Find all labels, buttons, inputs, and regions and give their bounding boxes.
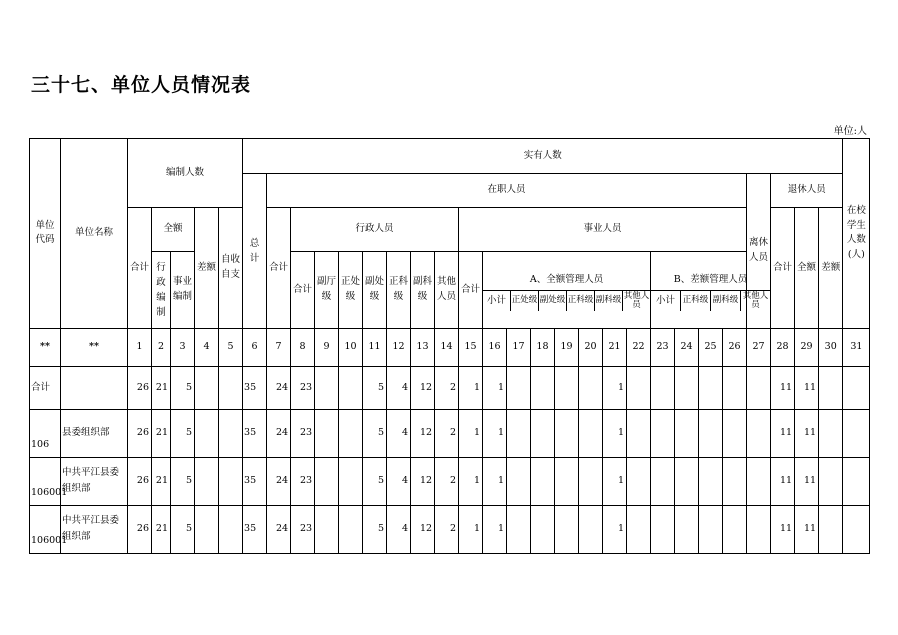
header-quane: 全额: [152, 208, 195, 252]
value-cell: [843, 409, 870, 457]
value-cell: 1: [603, 505, 627, 553]
table-row: [30, 366, 870, 409]
value-cell: 12: [411, 505, 435, 553]
index-cell: 28: [771, 328, 795, 366]
value-cell: [531, 505, 555, 553]
header-fuke: 副科级: [411, 252, 435, 329]
value-cell: 23: [291, 505, 315, 553]
value-cell: [507, 457, 531, 505]
value-cell: [651, 505, 675, 553]
table-row: [30, 409, 870, 457]
value-cell: [507, 366, 531, 409]
header-b-qita: 其他人员: [742, 290, 769, 310]
index-cell: 21: [603, 328, 627, 366]
header-b-xiaoji: 小计: [651, 291, 681, 311]
header-qita: 其他人员: [435, 252, 459, 329]
index-cell: 18: [531, 328, 555, 366]
table-body: [30, 328, 870, 553]
header-a-zhengchu: 正处级: [511, 291, 539, 311]
value-cell: 26: [128, 457, 152, 505]
value-cell: 5: [363, 366, 387, 409]
value-cell: [579, 457, 603, 505]
header-zaixiao: 在校学生人数(人): [843, 139, 870, 329]
value-cell: [651, 457, 675, 505]
value-cell: 1: [603, 457, 627, 505]
value-cell: 2: [435, 457, 459, 505]
value-cell: [675, 457, 699, 505]
value-cell: 1: [459, 366, 483, 409]
value-cell: 11: [771, 366, 795, 409]
value-cell: 5: [363, 409, 387, 457]
table-row: [30, 505, 870, 553]
unit-name-cell: [61, 366, 128, 409]
index-cell: 17: [507, 328, 531, 366]
index-cell: 30: [819, 328, 843, 366]
value-cell: 2: [435, 505, 459, 553]
index-cell: 6: [243, 328, 267, 366]
value-cell: [747, 409, 771, 457]
value-cell: [651, 366, 675, 409]
value-cell: 12: [411, 457, 435, 505]
header-zongji: 总计: [243, 174, 267, 329]
page-title: 三十七、单位人员情况表: [31, 74, 252, 96]
value-cell: [747, 457, 771, 505]
value-cell: [555, 457, 579, 505]
value-cell: 1: [483, 505, 507, 553]
value-cell: [723, 409, 747, 457]
value-cell: [531, 457, 555, 505]
index-row: [30, 328, 870, 366]
header-a-xiaoji: 小计: [483, 291, 511, 311]
index-cell: 27: [747, 328, 771, 366]
value-cell: 1: [459, 505, 483, 553]
value-cell: 1: [603, 409, 627, 457]
value-cell: [579, 409, 603, 457]
index-cell: 24: [675, 328, 699, 366]
value-cell: 35: [243, 409, 267, 457]
value-cell: [747, 366, 771, 409]
value-cell: 26: [128, 366, 152, 409]
header-zhengchu: 正处级: [339, 252, 363, 329]
value-cell: [531, 409, 555, 457]
value-cell: 4: [387, 457, 411, 505]
value-cell: [747, 505, 771, 553]
value-cell: 5: [363, 457, 387, 505]
index-cell: 23: [651, 328, 675, 366]
value-cell: [723, 457, 747, 505]
unit-code-cell: 106: [30, 409, 61, 457]
value-cell: [195, 457, 219, 505]
value-cell: [843, 457, 870, 505]
index-cell: 4: [195, 328, 219, 366]
index-cell: **: [61, 328, 128, 366]
value-cell: [675, 505, 699, 553]
value-cell: [579, 366, 603, 409]
table-header: [30, 139, 870, 329]
value-cell: 24: [267, 409, 291, 457]
index-cell: 31: [843, 328, 870, 366]
header-a-fuchu: 副处级: [539, 291, 567, 311]
value-cell: 26: [128, 409, 152, 457]
header-tx-heji: 合计: [771, 208, 795, 329]
header-tuixiu: 退休人员: [771, 174, 843, 208]
value-cell: 11: [771, 409, 795, 457]
header-sy-heji: 合计: [459, 252, 483, 329]
value-cell: [555, 505, 579, 553]
value-cell: [315, 505, 339, 553]
value-cell: [195, 505, 219, 553]
unit-name-cell: 中共平江县委组织部: [61, 457, 128, 505]
header-b-chae: B、差额管理人员: [651, 269, 770, 291]
unit-label: 单位:人: [833, 126, 867, 137]
header-shiye-renyuan: 事业人员: [459, 208, 747, 252]
value-cell: 2: [435, 366, 459, 409]
value-cell: 11: [771, 457, 795, 505]
header-a-group: [483, 252, 651, 329]
header-b-fuke: 副科级: [711, 291, 741, 311]
value-cell: [699, 505, 723, 553]
value-cell: 2: [435, 409, 459, 457]
header-shiyou: 实有人数: [243, 139, 843, 174]
value-cell: 12: [411, 409, 435, 457]
value-cell: [843, 505, 870, 553]
value-cell: 1: [603, 366, 627, 409]
header-fuchu: 副处级: [363, 252, 387, 329]
value-cell: [579, 505, 603, 553]
index-cell: **: [30, 328, 61, 366]
value-cell: 23: [291, 409, 315, 457]
index-cell: 29: [795, 328, 819, 366]
index-cell: 22: [627, 328, 651, 366]
header-xingzheng-renyuan: 行政人员: [291, 208, 459, 252]
index-cell: 7: [267, 328, 291, 366]
value-cell: 23: [291, 366, 315, 409]
header-zhengke: 正科级: [387, 252, 411, 329]
header-xingzheng-bianzhi: 行政编制: [152, 252, 171, 329]
header-tx-chae: 差额: [819, 208, 843, 329]
value-cell: 12: [411, 366, 435, 409]
value-cell: 4: [387, 505, 411, 553]
value-cell: 24: [267, 366, 291, 409]
header-a-quane: A、全额管理人员: [483, 269, 650, 291]
value-cell: [507, 409, 531, 457]
value-cell: [699, 366, 723, 409]
index-cell: 26: [723, 328, 747, 366]
value-cell: 5: [363, 505, 387, 553]
header-chae: 差额: [195, 208, 219, 329]
value-cell: [819, 409, 843, 457]
value-cell: [219, 366, 243, 409]
value-cell: 35: [243, 457, 267, 505]
header-xz-heji: 合计: [291, 252, 315, 329]
unit-name-cell: 中共平江县委组织部: [61, 505, 128, 553]
unit-code-cell: 合计: [30, 366, 61, 409]
value-cell: [819, 366, 843, 409]
unit-code-cell: 106001: [30, 457, 61, 505]
value-cell: [843, 366, 870, 409]
value-cell: [627, 366, 651, 409]
header-zishou-zizhi: 自收自支: [219, 208, 243, 329]
value-cell: [651, 409, 675, 457]
index-cell: 5: [219, 328, 243, 366]
value-cell: 5: [171, 457, 195, 505]
index-cell: 8: [291, 328, 315, 366]
value-cell: 26: [128, 505, 152, 553]
index-cell: 1: [128, 328, 152, 366]
unit-code-cell: 106001: [30, 505, 61, 553]
value-cell: 4: [387, 366, 411, 409]
header-a-fuke: 副科级: [595, 291, 623, 311]
table-row: [30, 457, 870, 505]
value-cell: 4: [387, 409, 411, 457]
unit-name-cell: 县委组织部: [61, 409, 128, 457]
header-b-zhengke: 正科级: [681, 291, 711, 311]
value-cell: [819, 505, 843, 553]
header-futing: 副厅级: [315, 252, 339, 329]
index-cell: 20: [579, 328, 603, 366]
value-cell: [531, 366, 555, 409]
value-cell: [723, 505, 747, 553]
value-cell: 11: [795, 366, 819, 409]
value-cell: 35: [243, 366, 267, 409]
value-cell: 11: [795, 505, 819, 553]
value-cell: 21: [152, 366, 171, 409]
header-zaizhi: 在职人员: [267, 174, 747, 208]
value-cell: [339, 505, 363, 553]
value-cell: [315, 457, 339, 505]
value-cell: [675, 409, 699, 457]
value-cell: 35: [243, 505, 267, 553]
index-cell: 19: [555, 328, 579, 366]
value-cell: [627, 457, 651, 505]
value-cell: [219, 409, 243, 457]
value-cell: 21: [152, 457, 171, 505]
value-cell: [339, 457, 363, 505]
value-cell: 1: [483, 366, 507, 409]
index-cell: 3: [171, 328, 195, 366]
value-cell: [315, 366, 339, 409]
index-cell: 15: [459, 328, 483, 366]
value-cell: [555, 409, 579, 457]
value-cell: 5: [171, 505, 195, 553]
value-cell: 1: [459, 409, 483, 457]
header-lixiu: 离休人员: [747, 174, 771, 329]
value-cell: [219, 505, 243, 553]
value-cell: [195, 366, 219, 409]
value-cell: [699, 409, 723, 457]
index-cell: 10: [339, 328, 363, 366]
value-cell: 5: [171, 409, 195, 457]
header-unit-code: 单位代码: [30, 139, 61, 329]
value-cell: 24: [267, 505, 291, 553]
index-cell: 13: [411, 328, 435, 366]
index-cell: 14: [435, 328, 459, 366]
value-cell: [819, 457, 843, 505]
index-cell: 12: [387, 328, 411, 366]
value-cell: [723, 366, 747, 409]
value-cell: [219, 457, 243, 505]
header-a-qita: 其他人员: [623, 290, 650, 310]
value-cell: [339, 366, 363, 409]
index-cell: 2: [152, 328, 171, 366]
value-cell: 11: [795, 409, 819, 457]
value-cell: [195, 409, 219, 457]
value-cell: [699, 457, 723, 505]
index-cell: 16: [483, 328, 507, 366]
value-cell: 11: [795, 457, 819, 505]
index-cell: 25: [699, 328, 723, 366]
index-cell: 9: [315, 328, 339, 366]
value-cell: 21: [152, 505, 171, 553]
value-cell: 21: [152, 409, 171, 457]
value-cell: 5: [171, 366, 195, 409]
index-cell: 11: [363, 328, 387, 366]
value-cell: [507, 505, 531, 553]
value-cell: 11: [771, 505, 795, 553]
header-a-zhengke: 正科级: [567, 291, 595, 311]
value-cell: [627, 505, 651, 553]
value-cell: [675, 366, 699, 409]
value-cell: 1: [483, 409, 507, 457]
value-cell: [555, 366, 579, 409]
personnel-table: [29, 138, 870, 554]
value-cell: 1: [483, 457, 507, 505]
header-unit-name: 单位名称: [61, 139, 128, 329]
value-cell: [627, 409, 651, 457]
value-cell: [339, 409, 363, 457]
header-bz-heji: 合计: [128, 208, 152, 329]
value-cell: 24: [267, 457, 291, 505]
header-tx-quane: 全额: [795, 208, 819, 329]
value-cell: [315, 409, 339, 457]
header-bianzhi: 编制人数: [128, 139, 243, 208]
header-zz-heji: 合计: [267, 208, 291, 329]
value-cell: 1: [459, 457, 483, 505]
header-shiye-bianzhi: 事业编制: [171, 252, 195, 329]
value-cell: 23: [291, 457, 315, 505]
